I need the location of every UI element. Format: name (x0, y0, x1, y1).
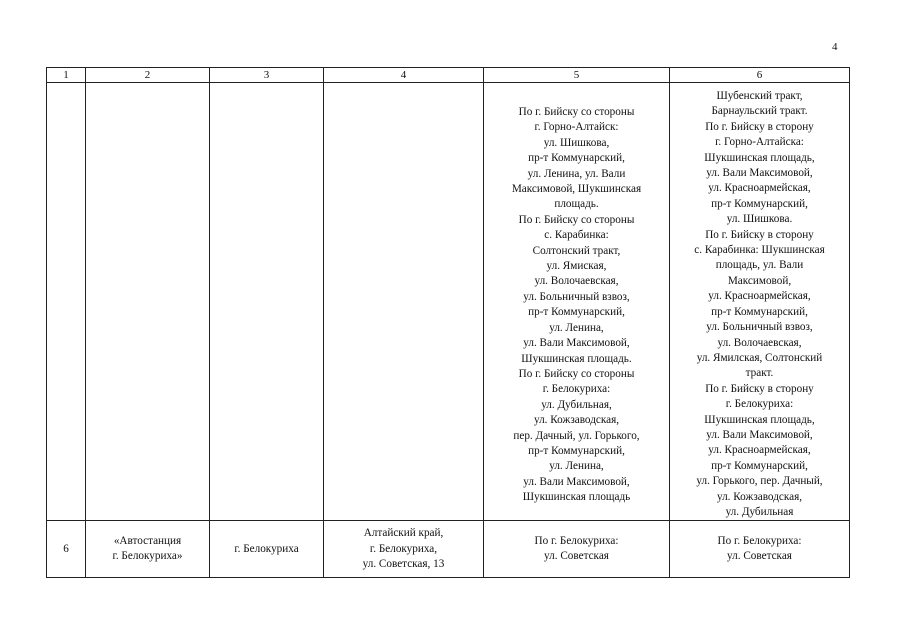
text-line: пр-т Коммунарский, (528, 306, 625, 319)
text-line: пер. Дачный, ул. Горького, (513, 429, 640, 442)
text-line: ул. Красноармейская, (708, 290, 811, 303)
text-line: пр-т Коммунарский, (528, 152, 625, 165)
header-cell-6: 6 (670, 68, 850, 83)
text-line: ул. Больничный взвоз, (523, 290, 630, 303)
text-line: ул. Красноармейская, (708, 182, 811, 195)
text-line: Шукшинская площадь, (704, 413, 815, 426)
text-line: ул. Ленина, (549, 460, 604, 473)
station-name (88, 534, 207, 565)
text-line: Максимовой, Шукшинская (511, 183, 642, 196)
text-line: пр-т Коммунарский, (711, 305, 808, 318)
text-line: пр-т Коммунарский, (711, 459, 808, 472)
header-cell-4: 4 (324, 68, 484, 83)
table-row (47, 521, 850, 578)
text-line: По г. Белокуриха: (534, 534, 619, 547)
text-line: площадь. (554, 198, 599, 211)
text-line: Алтайский край, (363, 527, 444, 540)
route-from-lines (672, 83, 847, 520)
text-line: По г. Бийску в сторону (705, 228, 814, 241)
city-cell: г. Белокуриха (210, 521, 324, 578)
text-line: Солтонский тракт, (532, 244, 621, 257)
text-line: По г. Белокуриха: (717, 534, 802, 547)
text-line: Шукшинская площадь, (704, 151, 815, 164)
text-line: ул. Горького, пер. Дачный, (696, 475, 823, 488)
route-to-lines (486, 83, 667, 506)
route-to-cell (484, 83, 670, 521)
address (326, 526, 481, 572)
text-line: ул. Волочаевская, (534, 275, 619, 288)
station-name-cell (86, 521, 210, 578)
text-line: Барнаульский тракт. (711, 105, 808, 118)
text-line: ул. Дубильная, (541, 398, 612, 411)
header-cell-3: 3 (210, 68, 324, 83)
route-to-lines (486, 534, 667, 565)
text-line: пр-т Коммунарский, (528, 444, 625, 457)
text-line: По г. Бийску со стороны (518, 106, 635, 118)
header-cell-2: 2 (86, 68, 210, 83)
text-line: По г. Бийску в сторону (705, 382, 814, 395)
empty-cell (324, 83, 484, 521)
table-row-continuation (47, 83, 850, 521)
text-line: ул. Вали Максимовой, (523, 475, 630, 488)
text-line: По г. Бийску в сторону (705, 120, 814, 133)
text-line: ул. Ямилская, Солтонский (696, 351, 823, 364)
text-line: ул. Советская (727, 550, 792, 563)
text-line: тракт. (745, 367, 774, 380)
empty-cell (210, 83, 324, 521)
text-line: По г. Бийску со стороны (518, 213, 635, 226)
text-line: ул. Ленина, (549, 321, 604, 334)
row-number: 6 (47, 521, 86, 578)
header-cell-1: 1 (47, 68, 86, 83)
empty-cell (47, 83, 86, 521)
text-line: ул. Шишкова. (726, 213, 793, 226)
route-from-cell (670, 521, 850, 578)
text-line: с. Карабинка: Шукшинская (694, 244, 825, 257)
text-line: с. Карабинка: (544, 229, 609, 242)
text-line: ул. Волочаевская, (717, 336, 802, 349)
text-line: ул. Вали Максимовой, (706, 428, 813, 441)
empty-cell (86, 83, 210, 521)
text-line: Шубенский тракт, (716, 90, 803, 102)
text-line: г. Белокуриха» (112, 550, 183, 563)
text-line: ул. Красноармейская, (708, 444, 811, 457)
text-line: пр-т Коммунарский, (711, 197, 808, 210)
text-line: ул. Ямиская, (546, 260, 607, 273)
text-line: Максимовой, (727, 274, 792, 287)
text-line: ул. Ленина, ул. Вали (527, 167, 626, 180)
text-line: ул. Кожзаводская, (533, 414, 620, 427)
text-line: Шукшинская площадь (522, 491, 631, 504)
text-line: По г. Бийску со стороны (518, 367, 635, 380)
text-line: площадь, ул. Вали (715, 259, 804, 272)
route-from-lines (672, 534, 847, 565)
text-line: ул. Вали Максимовой, (523, 337, 630, 350)
text-line: ул. Больничный взвоз, (706, 321, 813, 334)
route-from-cell (670, 83, 850, 521)
text-line: Шукшинская площадь. (521, 352, 632, 365)
route-to-cell (484, 521, 670, 578)
header-cell-5: 5 (484, 68, 670, 83)
text-line: ул. Дубильная (725, 505, 794, 518)
text-line: г. Горно-Алтайска: (715, 136, 804, 149)
text-line: г. Белокуриха, (369, 542, 438, 555)
route-table (46, 67, 850, 578)
text-line: «Автостанция (113, 534, 182, 547)
text-line: ул. Вали Максимовой, (706, 167, 813, 180)
page-number: 4 (832, 41, 838, 53)
table-header-row (47, 68, 850, 83)
address-cell (324, 521, 484, 578)
text-line: г. Белокуриха: (542, 383, 611, 396)
text-line: г. Горно-Алтайск: (534, 121, 619, 134)
text-line: ул. Советская (544, 550, 609, 563)
text-line: ул. Советская, 13 (362, 558, 445, 571)
text-line: ул. Шишкова, (543, 136, 610, 149)
text-line: г. Белокуриха: (725, 398, 794, 411)
text-line: ул. Кожзаводская, (716, 490, 803, 503)
